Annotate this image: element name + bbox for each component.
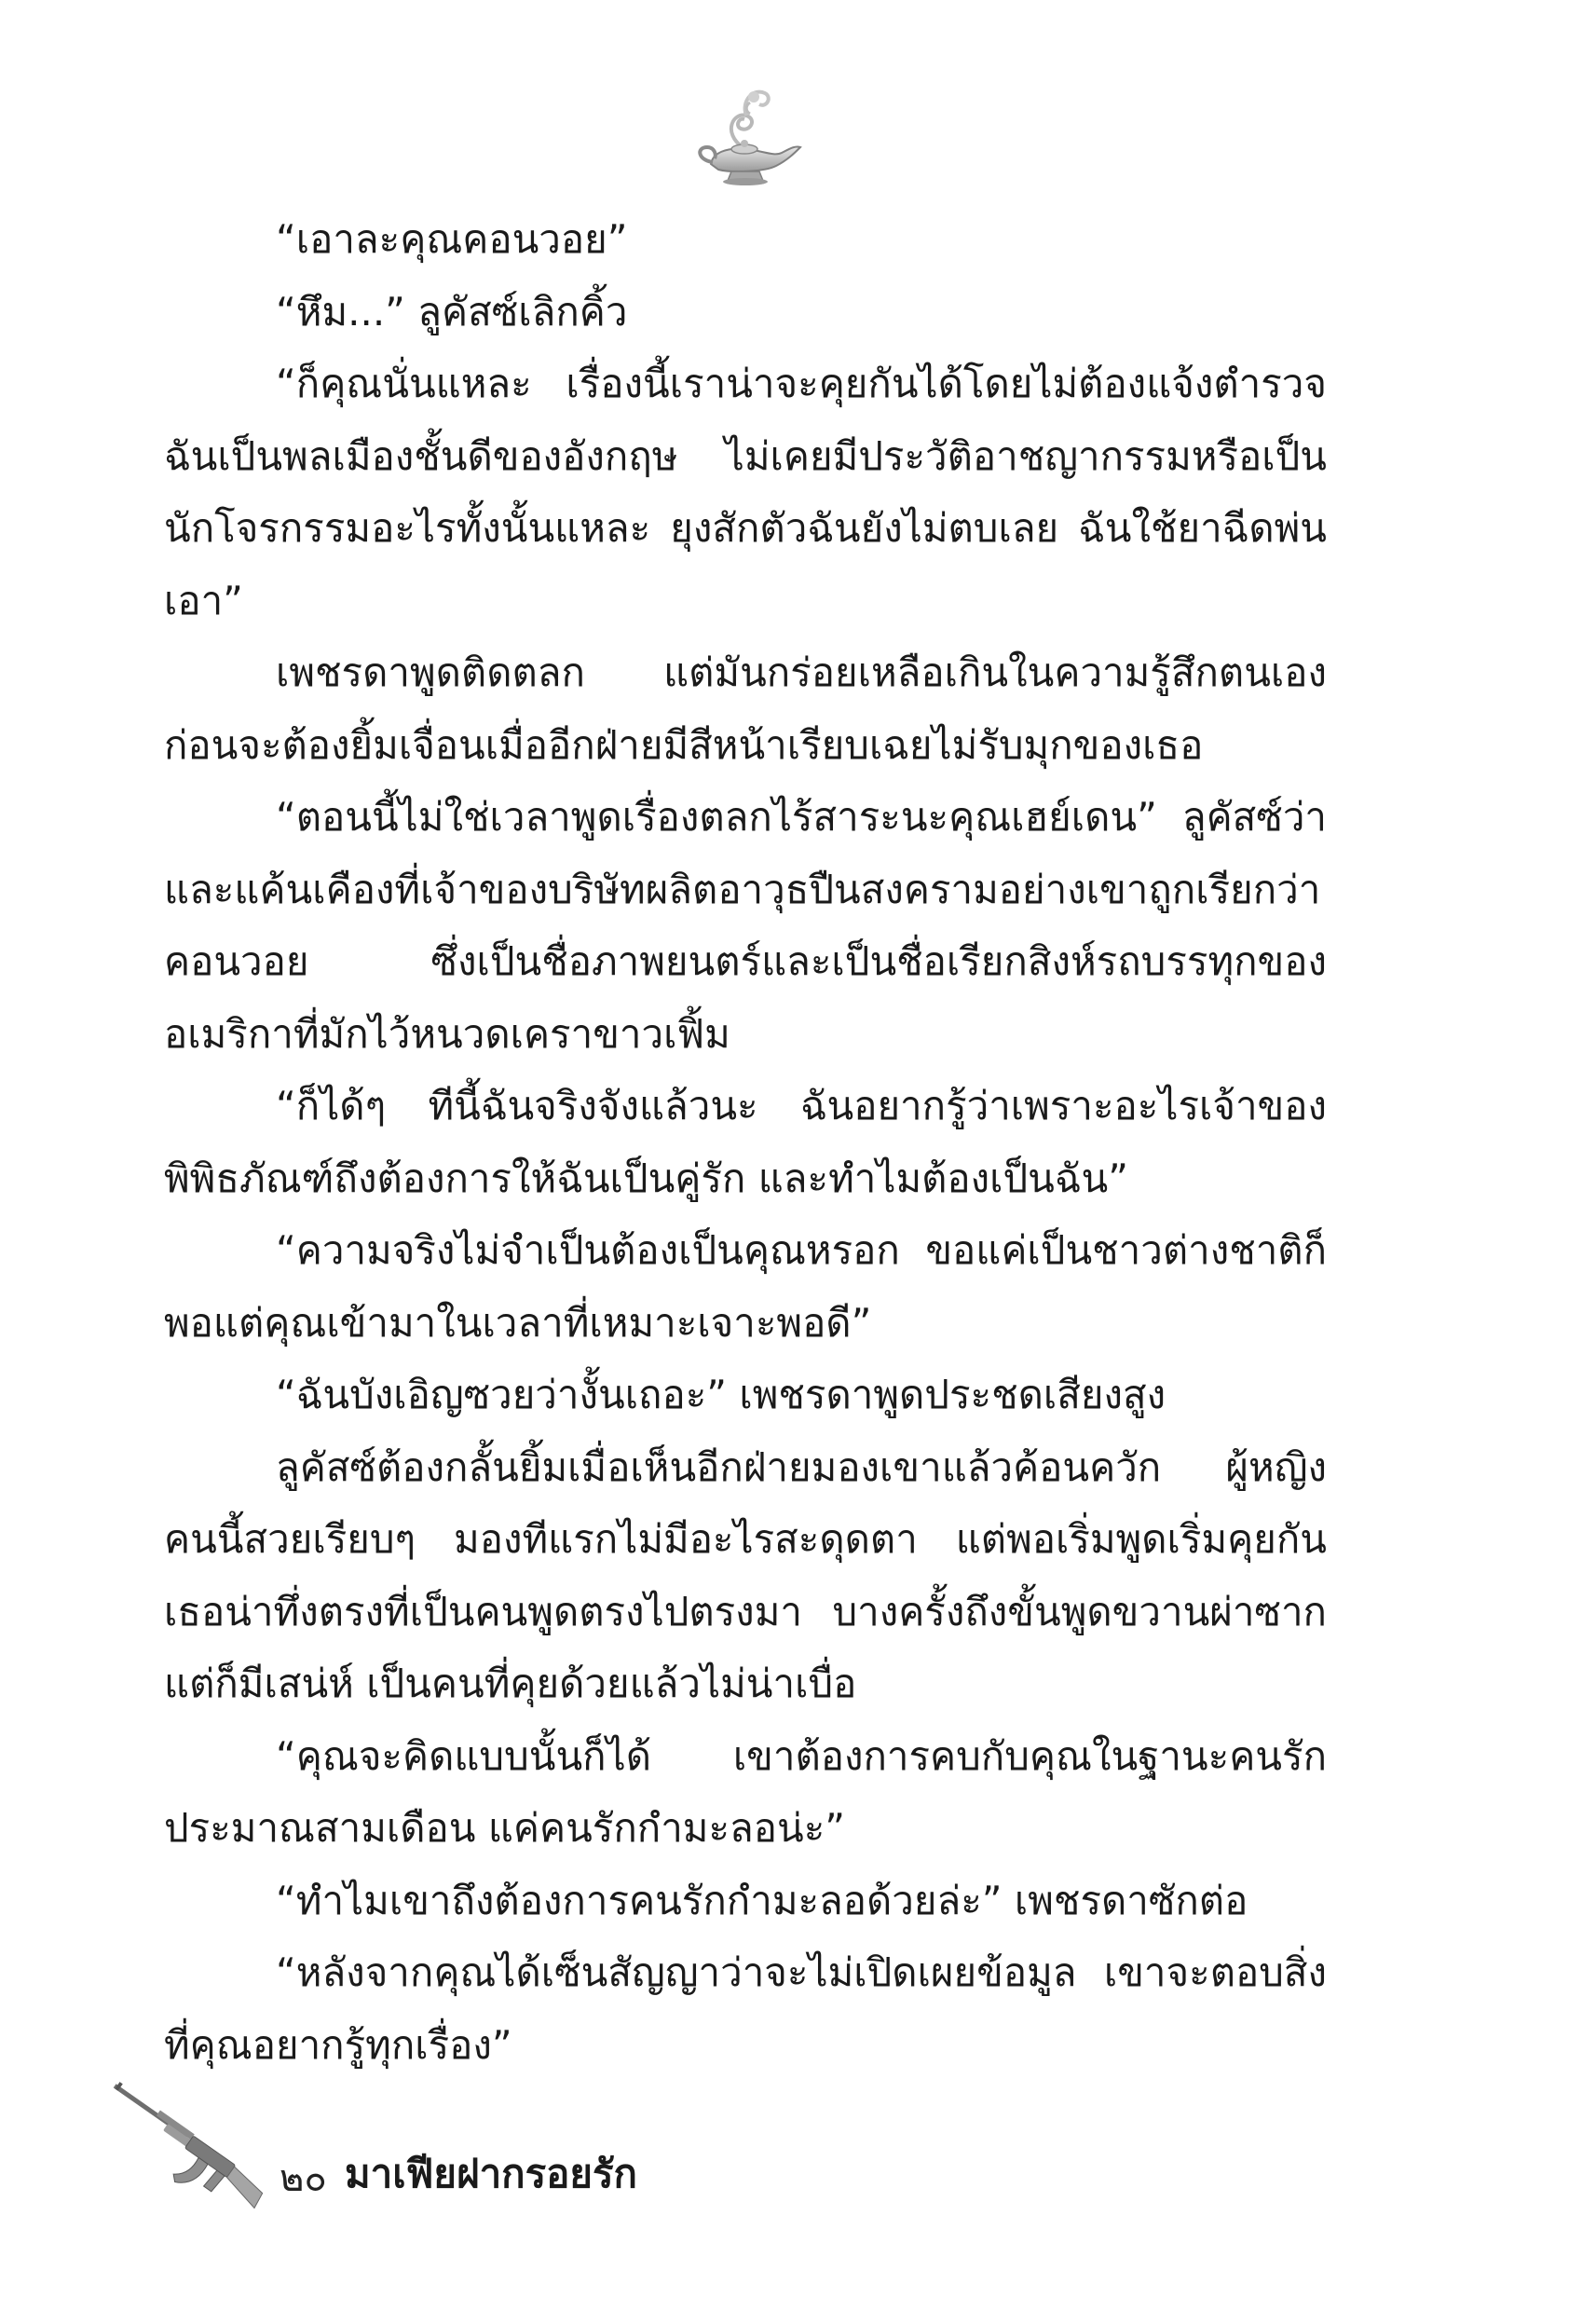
paragraph-4: เพชรดาพูดติดตลก แต่มันกร่อยเหลือเกินในความรู้สึกตนเอง ก่อนจะต้องยิ้มเจื่อนเมื่ออีกฝ่ายมีสีหน้าเรียบเฉยไม่รับมุกของเธอ bbox=[164, 650, 1327, 768]
rifle-icon bbox=[89, 2078, 275, 2227]
paragraph-11: “ทำไมเขาถึงต้องการคนรักกำมะลอด้วยล่ะ” เพชรดาซักต่อ bbox=[276, 1877, 1248, 1923]
genie-lamp-icon bbox=[685, 75, 806, 196]
book-title: มาเฟียฝากรอยรัก bbox=[345, 2151, 637, 2196]
body-text bbox=[164, 203, 1327, 2081]
paragraph-5: “ตอนนี้ไม่ใช่เวลาพูดเรื่องตลกไร้สาระนะคุณเฮย์เดน” ลูคัสซ์ว่าและแค้นเคืองที่เจ้าของบริษัทผลิตอาวุธปืนสงครามอย่างเขาถูกเรียกว่าคอนวอย ซึ่งเป็นชื่อภาพยนตร์และเป็นชื่อเรียกสิงห์รถบรรทุกของอเมริกาที่มักไว้หนวดเคราขาวเฟิ้ม bbox=[164, 794, 1327, 1057]
paragraph-9: ลูคัสซ์ต้องกลั้นยิ้มเมื่อเห็นอีกฝ่ายมองเขาแล้วค้อนควัก ผู้หญิงคนนี้สวยเรียบๆ มองทีแรกไม่มีอะไรสะดุดตา แต่พอเริ่มพูดเริ่มคุยกันเธอน่าทึ่งตรงที่เป็นคนพูดตรงไปตรงมา บางครั้งถึงขั้นพูดขวานผ่าซากแต่ก็มีเสน่ห์ เป็นคนที่คุยด้วยแล้วไม่น่าเบื่อ bbox=[164, 1443, 1327, 1706]
paragraph-1: “เอาละคุณคอนวอย” bbox=[276, 216, 628, 262]
paragraph-6: “ก็ได้ๆ ทีนี้ฉันจริงจังแล้วนะ ฉันอยากรู้ว่าเพราะอะไรเจ้าของพิพิธภัณฑ์ถึงต้องการให้ฉันเป็นคู่รัก และทำไมต้องเป็นฉัน” bbox=[164, 1083, 1327, 1201]
page-number: ๒๐ bbox=[280, 2157, 327, 2200]
paragraph-12: “หลังจากคุณได้เซ็นสัญญาว่าจะไม่เปิดเผยข้อมูล เขาจะตอบสิ่งที่คุณอยากรู้ทุกเรื่อง” bbox=[164, 1949, 1327, 2068]
paragraph-3: “ก็คุณนั่นแหละ เรื่องนี้เราน่าจะคุยกันได้โดยไม่ต้องแจ้งตำรวจ ฉันเป็นพลเมืองชั้นดีของอังกฤษ ไม่เคยมีประวัติอาชญากรรมหรือเป็นนักโจรกรรมอะไรทั้งนั้นแหละ ยุงสักตัวฉันยังไม่ตบเลย ฉันใช้ยาฉีดพ่นเอา” bbox=[164, 361, 1327, 623]
paragraph-2: “หึม...” ลูคัสซ์เลิกคิ้ว bbox=[276, 288, 628, 335]
paragraph-7: “ความจริงไม่จำเป็นต้องเป็นคุณหรอก ขอแค่เป็นชาวต่างชาติก็พอแต่คุณเข้ามาในเวลาที่เหมาะเจาะพอดี” bbox=[164, 1227, 1327, 1346]
paragraph-8: “ฉันบังเอิญซวยว่างั้นเถอะ” เพชรดาพูดประชดเสียงสูง bbox=[276, 1372, 1166, 1417]
page-footer bbox=[89, 2078, 741, 2236]
paragraph-10: “คุณจะคิดแบบนั้นก็ได้ เขาต้องการคบกับคุณในฐานะคนรักประมาณสามเดือน แค่คนรักกำมะลอน่ะ” bbox=[164, 1732, 1327, 1851]
